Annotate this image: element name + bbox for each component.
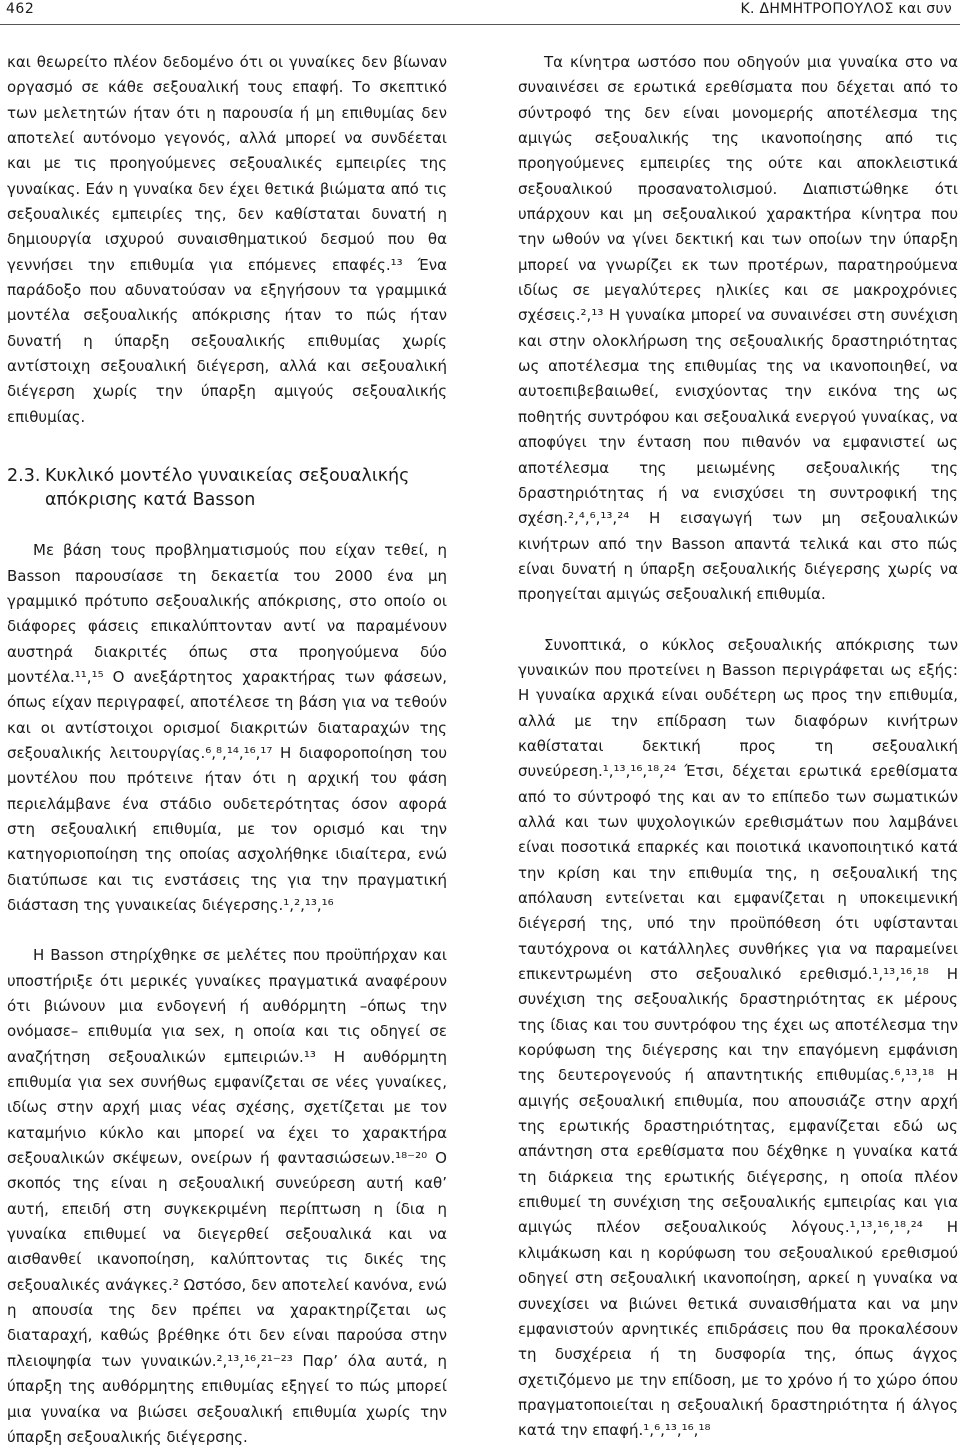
page-number: 462 xyxy=(6,1,35,17)
right-column xyxy=(518,50,958,1444)
right-paragraph-1: Τα κίνητρα ωστόσο που οδηγούν μια γυναίκα στο να συναινέσει σε ερωτικά ερεθίσματα που δέχεται από το σύντροφό της δεν είναι μονομερής αποτέλεσμα της αμιγώς σεξουαλικής της ικανοποίησης από τις προηγούμενες εμπειρίες της ούτε και αποκλειστικά σεξουαλικού προσανατολισμού. Διαπιστώθηκε ότι υπάρχουν και μη σεξουαλικού χαρακτήρα κίνητρα που την ωθούν να γίνει δεκτική και των οποίων την ύπαρξη μπορεί να γνωρίζει εκ των προτέρων, παρατηρούμενα ιδίως σε μεγαλύτερες ηλικίες και σε μακροχρόνιες σχέσεις.²,¹³ Η γυναίκα μπορεί να συναινέσει στη συνέχιση και στην ολοκλήρωση της σεξουαλικής δραστηριότητας ως αποτέλεσμα της επιθυμίας της να ικανοποιηθεί, να αυτοεπιβεβαιωθεί, ενισχύοντας την εικόνα της ως ποθητής συντρόφου και σεξουαλικά ενεργού γυναίκας, να αποφύγει την ένταση που πιθανόν να εμφανιστεί ως αποτέλεσμα της μειωμένης σεξουαλικής της δραστηριότητας ή να ενισχύσει τη συντροφική της σχέση.²,⁴,⁶,¹³,²⁴ Η εισαγωγή των μη σεξουαλικών κινήτρων από την Basson απαντά τελικά και στο πώς είναι δυνατή η ύπαρξη σεξουαλικής διέγερσης χωρίς να προηγείται αμιγώς σεξουαλική επιθυμία. xyxy=(518,53,958,604)
section-heading xyxy=(7,464,447,512)
section-title-line1: Κυκλικό μοντέλο γυναικείας σεξουαλικής xyxy=(45,466,410,487)
header-rule xyxy=(0,24,960,25)
running-head: Κ. ΔΗΜΗΤΡΟΠΟΥΛΟΣ και συν xyxy=(740,1,952,17)
section-number: 2.3. xyxy=(7,466,41,487)
page-header xyxy=(0,0,960,22)
section-title-line2: απόκρισης κατά Basson xyxy=(45,490,256,511)
left-paragraph-3: Η Basson στηρίχθηκε σε μελέτες που προϋπήρχαν και υποστήριξε ότι μερικές γυναίκες πραγματικά αναφέρουν ότι βιώνουν μια ενδογενή ή αυθόρμητη –όπως την ονόμασε– επιθυμία για sex, η οποία και τις οδηγεί σε αναζήτηση σεξουαλικών εμπειριών.¹³ Η αυθόρμητη επιθυμία για sex συνήθως εμφανίζεται σε νέες γυναίκες, ιδίως στην αρχή μιας νέας σχέσης, σχετίζεται με τον καταμήνιο κύκλο και μπορεί να έχει το χαρακτήρα σεξουαλικών σκέψεων, ονείρων ή φαντασιώσεων.¹⁸⁻²⁰ Ο σκοπός της είναι η σεξουαλική συνεύρεση αυτή καθ’ αυτή, επειδή στη συγκεκριμένη περίπτωση η ίδια η γυναίκα επιθυμεί να διεγερθεί σεξουαλικά και να αισθανθεί ικανοποίηση, καλύπτοντας τις δικές της σεξουαλικές ανάγκες.² Ωστόσο, δεν αποτελεί κανόνα, ενώ η απουσία της δεν πρέπει να χαρακτηρίζεται ως διαταραχή, καθώς βρέθηκε ότι δεν είναι παρούσα στην πλειοψηφία των γυναικών.²,¹³,¹⁶,²¹⁻²³ Παρ’ όλα αυτά, η ύπαρξη της αυθόρμητης επιθυμίας εξηγεί το πώς μπορεί μια γυναίκα να βιώσει σεξουαλική επιθυμία χωρίς την ύπαρξη σεξουαλικής διέγερσης. xyxy=(7,946,447,1446)
left-column xyxy=(7,50,447,1450)
right-paragraph-2: Συνοπτικά, ο κύκλος σεξουαλικής απόκρισης των γυναικών που προτείνει η Basson περιγράφεται ως εξής: Η γυναίκα αρχικά είναι ουδέτερη ως προς την επιθυμία, αλλά με την επίδραση των διαφόρων κινήτρων καθίσταται δεκτική προς τη σεξουαλική συνεύρεση.¹,¹³,¹⁶,¹⁸,²⁴ Έτσι, δέχεται ερωτικά ερεθίσματα από το σύντροφό της και αν το επίπεδο των σωματικών αλλά και των ψυχολογικών ερεθισμάτων που λαμβάνει είναι ποσοτικά επαρκές και ποιοτικά ικανοποιητικό κατά την κρίση και την επιθυμία της, η σεξουαλική της απόλαυση εντείνεται και εμφανίζεται η υποκειμενική διέγερσή της, υπό την προϋπόθεση ότι υφίστανται ταυτόχρονα οι κατάλληλες συνθήκες για να παραμείνει επικεντρωμένη στο σεξουαλικό ερεθισμό.¹,¹³,¹⁶,¹⁸ Η συνέχιση της σεξουαλικής δραστηριότητας εκ μέρους της ίδιας και του συντρόφου της έχει ως αποτέλεσμα την κορύφωση της διέγερσης και την επαγόμενη εμφάνιση της δευτερογενούς ή απαντητικής επιθυμίας.⁶,¹³,¹⁸ Η αμιγής σεξουαλική επιθυμία, που απουσιάζε στην αρχή της ερωτικής δραστηριότητας, εμφανίζεται εδώ ως απάντηση στα ερεθίσματα που δέχθηκε η γυναίκα κατά τη διάρκεια της ερωτικής διέγερσης, η οποία πλέον επιθυμεί τη συνέχιση της σεξουαλικής εμπειρίας και για αμιγώς πλέον σεξουαλικούς λόγους.¹,¹³,¹⁶,¹⁸,²⁴ Η κλιμάκωση και η κορύφωση του σεξουαλικού ερεθισμού οδηγεί στη σεξουαλική ικανοποίηση, αρκεί η γυναίκα να συνεχίσει να βιώνει θετικά συναισθήματα και να μην εμφανιστούν αρνητικές επιδράσεις που θα προκαλέσουν τη δυσχέρεια ή τη δυσφορία της, όπως άγχος σχετιζόμενο με την επίδοση, με το χρόνο ή το χώρο όπου πραγματοποιείται η σεξουαλική δραστηριότητα ή άλγος κατά την επαφή.¹,⁶,¹³,¹⁶,¹⁸ xyxy=(518,635,958,1440)
left-paragraph-1: και θεωρείτο πλέον δεδομένο ότι οι γυναίκες δεν βίωναν οργασμό σε κάθε σεξουαλική τους επαφή. Το σκεπτικό των μελετητών ήταν ότι η παρουσία ή μη επιθυμίας δεν αποτελεί αυτόνομο γεγονός, αλλά μπορεί να συνδέεται και με τις προηγούμενες σεξουαλικές εμπειρίες της γυναίκας. Εάν η γυναίκα δεν έχει θετικά βιώματα από τις σεξουαλικές εμπειρίες της, δεν καθίσταται δυνατή η δημιουργία ισχυρού συναισθηματικού δεσμού που θα γεννήσει την επιθυμία για επόμενες επαφές.¹³ Ένα παράδοξο που αδυνατούσαν να εξηγήσουν τα γραμμικά μοντέλα σεξουαλικής απόκρισης ήταν το πώς ήταν δυνατή η ύπαρξη σεξουαλικής επιθυμίας χωρίς αντίστοιχη σεξουαλική διέγερση, αλλά και σεξουαλική διέγερση χωρίς την ύπαρξη αμιγούς σεξουαλικής επιθυμίας. xyxy=(7,53,447,426)
left-paragraph-2: Με βάση τους προβληματισμούς που είχαν τεθεί, η Basson παρουσίασε τη δεκαετία του 2000 ένα μη γραμμικό πρότυπο σεξουαλικής απόκρισης, στο οποίο οι διάφορες φάσεις επικαλύπτονταν αντί να παραμένουν αυστηρά διακριτές όπως στα προηγούμενα δύο μοντέλα.¹¹,¹⁵ Ο ανεξάρτητος χαρακτήρας των φάσεων, όπως είχαν περιγραφεί, αποτέλεσε τη βάση για να τεθούν και οι αντίστοιχοι ορισμοί διακριτών διαταραχών της σεξουαλικής λειτουργίας.⁶,⁸,¹⁴,¹⁶,¹⁷ Η διαφοροποίηση του μοντέλου που πρότεινε ήταν ότι η αρχική του φάση περιελάμβανε ένα στάδιο ουδετερότητας όσον αφορά στη σεξουαλική επιθυμία, με τον ορισμό και την κατηγοριοποίηση της οποίας ασχολήθηκε ιδιαίτερα, ενώ διατύπωσε και τις ενστάσεις της για την πραγματική διάσταση της γυναικείας διέγερσης.¹,²,¹³,¹⁶ xyxy=(7,541,447,914)
